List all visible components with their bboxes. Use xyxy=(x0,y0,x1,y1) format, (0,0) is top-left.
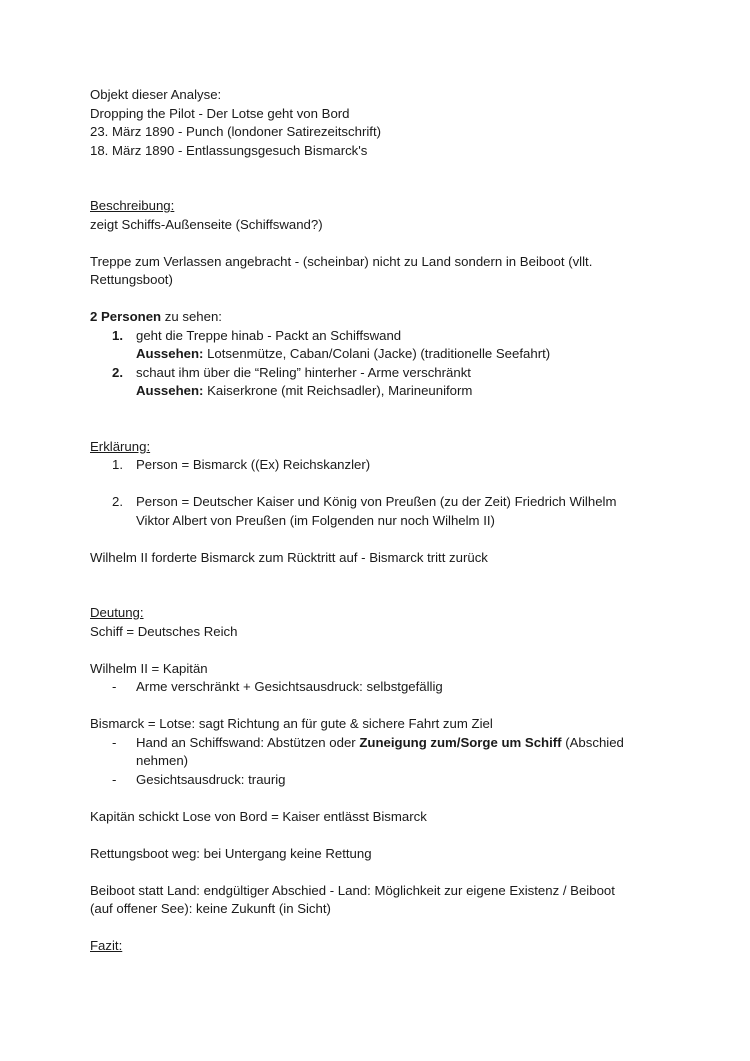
header-date-bismarck: 18. März 1890 - Entlassungsgesuch Bismarck's xyxy=(90,142,368,158)
erklaerung-heading: Erklärung: xyxy=(90,438,151,454)
person-item-1-look xyxy=(90,345,670,364)
header-title: Dropping the Pilot - Der Lotse geht von Bord xyxy=(90,105,350,121)
person-item-2-number: 2. xyxy=(112,364,123,380)
person-item-2 xyxy=(90,364,670,383)
deutung-schiff: Schiff = Deutsches Reich xyxy=(90,623,238,639)
deutung-kapitaen-point-text: Arme verschränkt + Gesichtsausdruck: selbstgefällig xyxy=(136,679,443,694)
deutung-lotse: Bismarck = Lotse: sagt Richtung an für gute & sichere Fahrt zum Ziel xyxy=(90,716,493,731)
header-line-1: Objekt dieser Analyse: xyxy=(90,87,222,102)
deutung-lotse-point-2-text: Gesichtsausdruck: traurig xyxy=(136,771,286,787)
deutung-beiboot-b: (auf offener See): keine Zukunft (in Sicht) xyxy=(90,901,331,916)
deutung-lotse-point-1-b: (Abschied xyxy=(561,734,624,750)
person-item-2-text: schaut ihm über die “Reling” hinterher - Arme verschränkt xyxy=(136,364,471,380)
deutung-kapitaen: Wilhelm II = Kapitän xyxy=(90,660,208,676)
person-item-1-text: geht die Treppe hinab - Packt an Schiffswand xyxy=(136,327,402,343)
beschreibung-heading: Beschreibung: xyxy=(90,198,175,213)
erklaerung-conclusion: Wilhelm II forderte Bismarck zum Rücktritt auf - Bismarck tritt zurück xyxy=(90,549,488,565)
erklaerung-item-2-text-b: Viktor Albert von Preußen (im Folgenden nur noch Wilhelm II) xyxy=(136,512,495,528)
beschreibung-treppe-a: Treppe zum Verlassen angebracht - (scheinbar) nicht zu Land sondern in Beiboot (vllt. xyxy=(90,253,593,269)
person-item-1-look-text: Lotsenmütze, Caban/Colani (Jacke) (traditionelle Seefahrt) xyxy=(203,346,551,361)
deutung-lotse-point-1-c: nehmen) xyxy=(136,753,189,768)
person-item-2-look xyxy=(90,382,670,401)
person-item-1 xyxy=(90,327,670,346)
deutung-heading: Deutung: xyxy=(90,605,144,620)
erklaerung-item-2-number: 2. xyxy=(112,494,123,509)
fazit-heading: Fazit: xyxy=(90,938,123,953)
bullet-dash: - xyxy=(112,734,117,750)
person-item-1-number: 1. xyxy=(112,327,123,343)
personen-intro xyxy=(90,308,670,327)
personen-count: 2 Personen xyxy=(90,309,162,324)
erklaerung-item-1 xyxy=(90,456,670,475)
person-item-2-look-text: Kaiserkrone (mit Reichsadler), Marineuniform xyxy=(203,383,473,398)
deutung-lotse-point-2 xyxy=(90,771,670,790)
deutung-beiboot-a: Beiboot statt Land: endgültiger Abschied - Land: Möglichkeit zur eigene Existenz / Beiboot xyxy=(90,882,615,898)
erklaerung-item-2-text-a: Person = Deutscher Kaiser und König von Preußen (zu der Zeit) Friedrich Wilhelm xyxy=(136,494,617,509)
erklaerung-item-1-number: 1. xyxy=(112,457,123,472)
bullet-dash: - xyxy=(112,679,117,694)
deutung-rettungsboot: Rettungsboot weg: bei Untergang keine Rettung xyxy=(90,845,372,861)
deutung-kapitaen-schickt: Kapitän schickt Lose von Bord = Kaiser entlässt Bismarck xyxy=(90,808,427,824)
person-item-1-look-label: Aussehen: xyxy=(136,346,204,361)
deutung-lotse-point-1 xyxy=(90,734,670,753)
deutung-lotse-point-1-bold: Zuneigung zum/Sorge um Schiff xyxy=(359,734,562,750)
header-date-punch: 23. März 1890 - Punch (londoner Satirezeitschrift) xyxy=(90,124,381,139)
erklaerung-item-1-text: Person = Bismarck ((Ex) Reichskanzler) xyxy=(136,457,371,472)
document-page xyxy=(90,86,670,956)
deutung-kapitaen-point xyxy=(90,678,670,697)
beschreibung-treppe-b: Rettungsboot) xyxy=(90,272,173,287)
beschreibung-text: zeigt Schiffs-Außenseite (Schiffswand?) xyxy=(90,216,323,232)
person-item-2-look-label: Aussehen: xyxy=(136,383,204,398)
personen-rest: zu sehen: xyxy=(161,309,222,324)
deutung-lotse-point-1-a: Hand an Schiffswand: Abstützen oder xyxy=(136,734,360,750)
bullet-dash: - xyxy=(112,771,117,787)
erklaerung-item-2 xyxy=(90,493,670,512)
